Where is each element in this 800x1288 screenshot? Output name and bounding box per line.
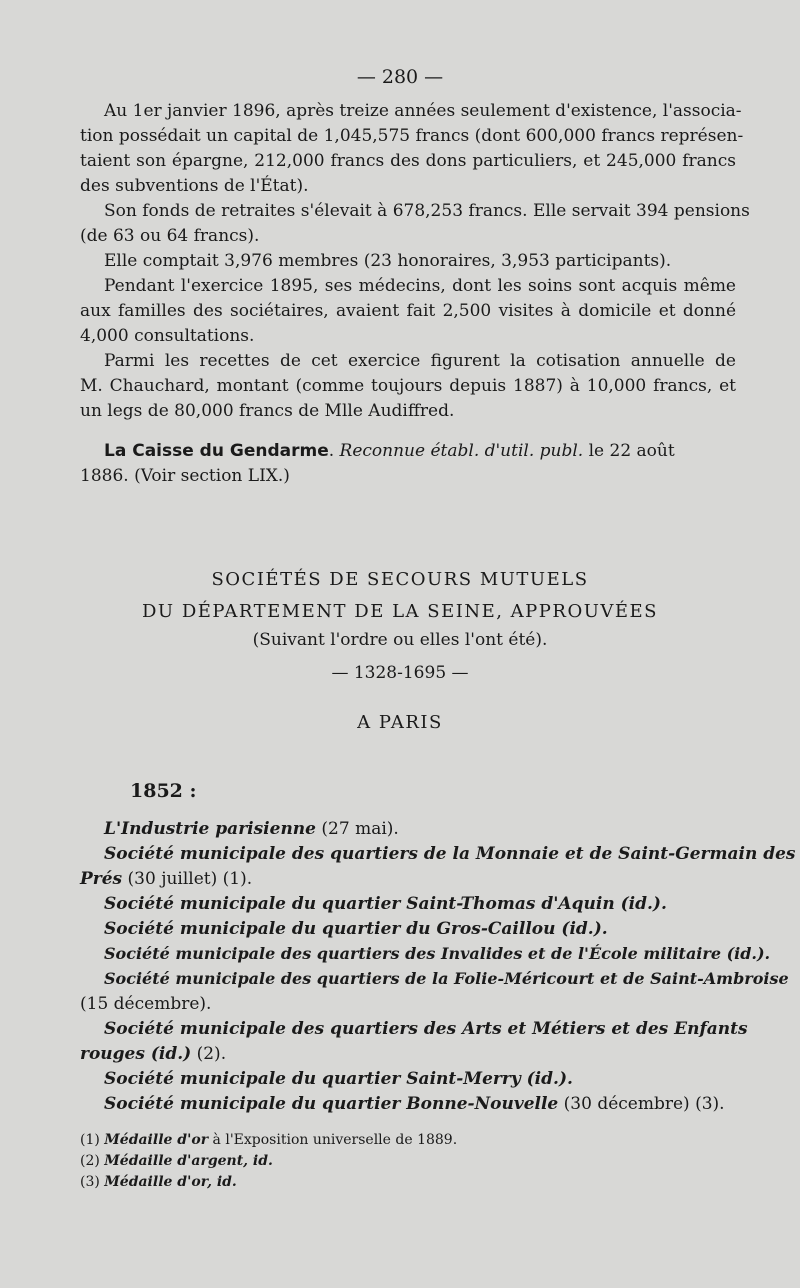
society-item: Société municipale des quartiers de la Folie-Méricourt et de Saint-Ambroise — [104, 969, 789, 988]
society-item: Société municipale du quartier Saint-Merry (id.). — [104, 1069, 573, 1089]
text-line: tion possédait un capital de 1,045,575 francs (dont 600,000 francs représen- — [80, 126, 744, 146]
section-title-2: DU DÉPARTEMENT DE LA SEINE, APPROUVÉES — [142, 601, 658, 622]
text-line: Parmi les recettes de cet exercice figurent la cotisation annuelle de — [104, 351, 736, 371]
society-item: (15 décembre). — [80, 994, 212, 1014]
text-line: des subventions de l'État). — [80, 176, 309, 196]
gendarme-date: le 22 août — [583, 441, 675, 461]
text-line: un legs de 80,000 francs de Mlle Audiffred. — [80, 401, 455, 421]
section-subtitle: (Suivant l'ordre ou elles l'ont été). — [252, 630, 548, 650]
society-item: rouges (id.) (2). — [80, 1044, 227, 1064]
society-item: Société municipale des quartiers de la Monnaie et de Saint-Germain des — [104, 844, 796, 864]
page-number: — 280 — — [356, 66, 444, 88]
text-line: Son fonds de retraites s'élevait à 678,253 francs. Elle servait 394 pensions — [104, 201, 750, 221]
society-item: Société municipale des quartiers des Invalides et de l'École militaire (id.). — [104, 944, 771, 963]
text-line: (de 63 ou 64 francs). — [80, 226, 260, 246]
gendarme-name: La Caisse du Gendarme — [104, 441, 329, 461]
gendarme-line-2: 1886. (Voir section LIX.) — [80, 466, 290, 486]
footnote: (2) Médaille d'argent, id. — [80, 1153, 273, 1169]
text-line: M. Chauchard, montant (comme toujours depuis 1887) à 10,000 francs, et — [80, 376, 736, 396]
text-line: aux familles des sociétaires, avaient fait 2,500 visites à domicile et donné — [80, 301, 736, 321]
society-item: Société municipale du quartier Saint-Thomas d'Aquin (id.). — [104, 894, 667, 914]
society-item: Société municipale du quartier du Gros-Caillou (id.). — [104, 919, 608, 939]
text-line: Elle comptait 3,976 membres (23 honoraires, 3,953 participants). — [104, 251, 672, 271]
footnote: (3) Médaille d'or, id. — [80, 1174, 237, 1190]
text-line: 4,000 consultations. — [80, 326, 255, 346]
text-line: Au 1er janvier 1896, après treize années seulement d'existence, l'associa- — [104, 101, 742, 121]
gendarme-reconnue: Reconnue établ. d'util. publ. — [339, 441, 584, 461]
text-line: taient son épargne, 212,000 francs des dons particuliers, et 245,000 francs — [80, 151, 736, 171]
year-heading: 1852 : — [130, 780, 197, 802]
gendarme-line: La Caisse du Gendarme. Reconnue établ. d'util. publ. le 22 août — [104, 441, 675, 461]
footnote: (1) Médaille d'or à l'Exposition universelle de 1889. — [80, 1132, 458, 1148]
society-item: Société municipale des quartiers des Arts et Métiers et des Enfants — [104, 1019, 748, 1039]
society-item: L'Industrie parisienne (27 mai). — [104, 819, 399, 839]
section-range: — 1328-1695 — — [331, 663, 469, 683]
society-item: Société municipale du quartier Bonne-Nouvelle (30 décembre) (3). — [104, 1094, 725, 1114]
text-line: Pendant l'exercice 1895, ses médecins, dont les soins sont acquis même — [104, 276, 736, 296]
city-heading: A PARIS — [357, 712, 443, 733]
society-item: Prés (30 juillet) (1). — [80, 869, 253, 889]
section-title-1: SOCIÉTÉS DE SECOURS MUTUELS — [211, 569, 589, 590]
